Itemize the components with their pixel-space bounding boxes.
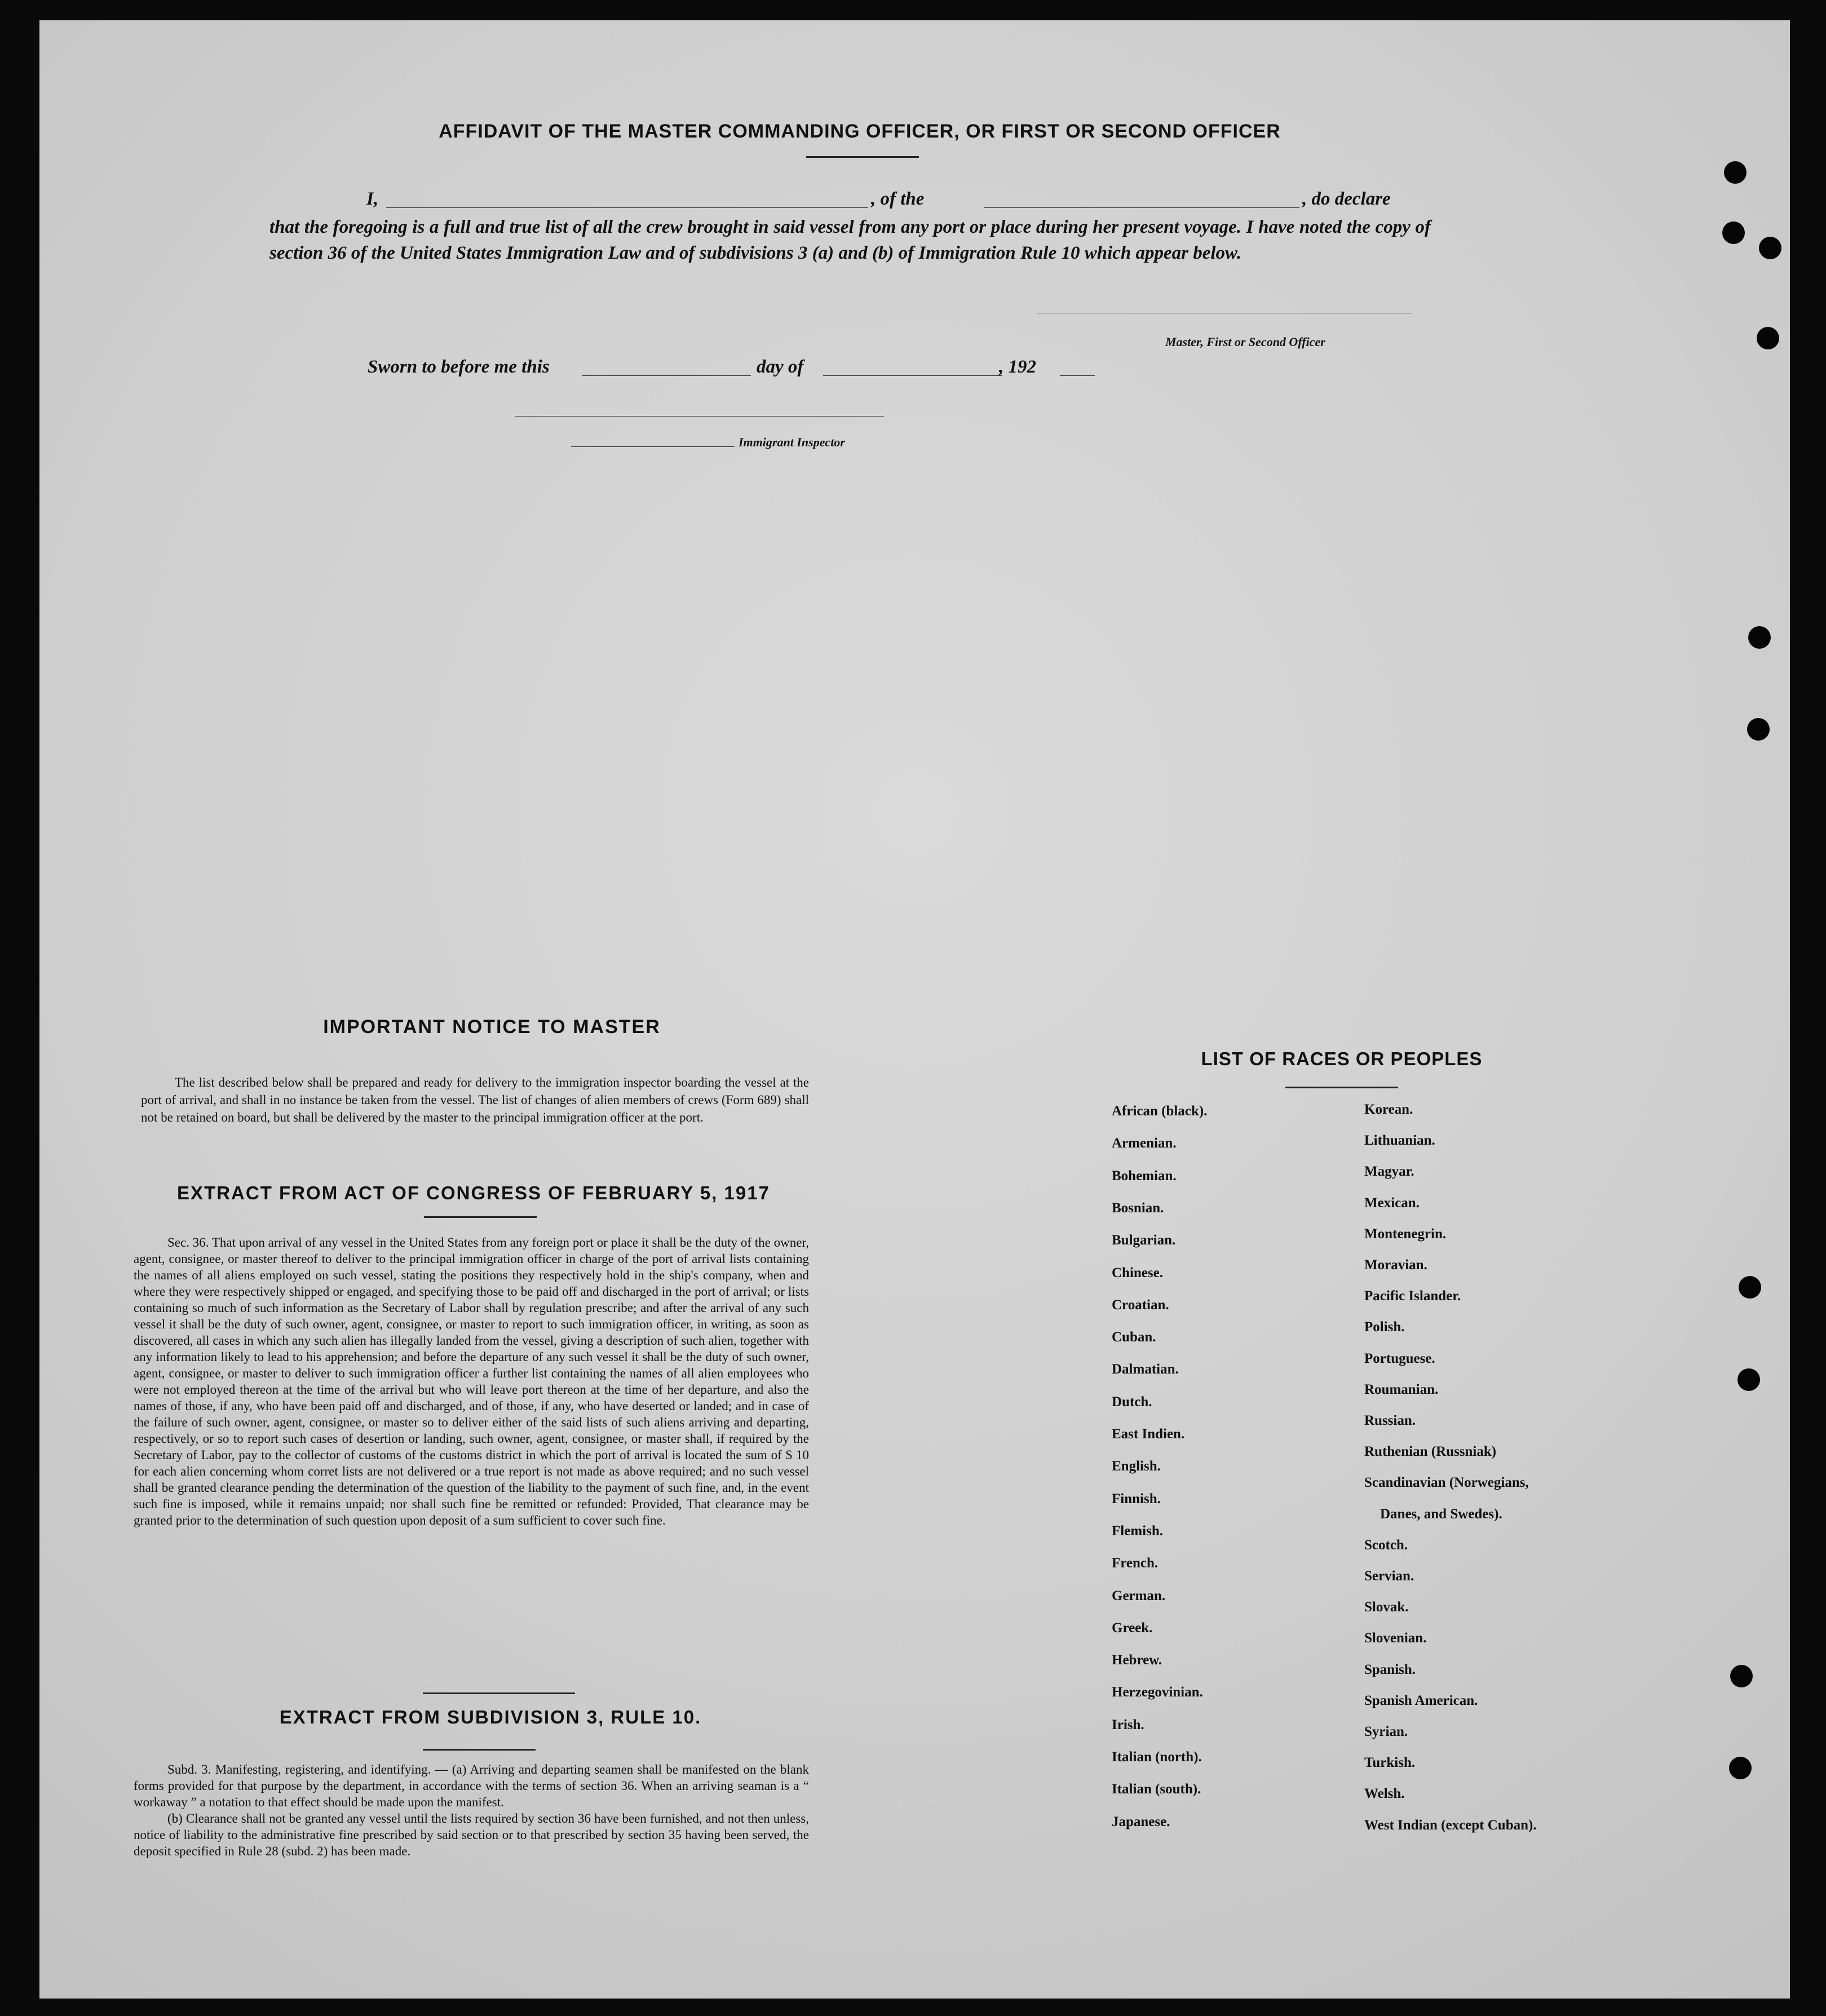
race-item: Bulgarian. [1112,1233,1176,1248]
inspector-label: Immigrant Inspector [739,435,845,449]
inspector-signature-line[interactable] [515,416,884,417]
act-extract-title: EXTRACT FROM ACT OF CONGRESS OF FEBRUARY 5, 1917 [177,1182,770,1203]
declarant-name-blank[interactable] [386,207,868,208]
race-item: Russian. [1364,1413,1416,1428]
race-item: Polish. [1364,1319,1405,1335]
race-item: Croatian. [1112,1297,1169,1313]
race-item: French. [1112,1556,1159,1571]
race-item: Syrian. [1364,1724,1408,1739]
race-item: Herzegovinian. [1112,1685,1203,1700]
race-item: Scandinavian (Norwegians, [1364,1475,1529,1491]
sworn-label: Sworn to before me this [368,357,550,377]
races-title-underline [1285,1087,1398,1088]
do-declare-label: , do declare [1302,189,1391,209]
of-the-label: , of the [871,189,925,209]
punch-hole [1748,626,1771,649]
notice-title: IMPORTANT NOTICE TO MASTER [323,1016,661,1038]
section-36-paragraph: Sec. 36. That upon arrival of any vessel in the United States from any foreign port or place it shall be the duty of the owner, agent, consignee, or master thereof to deliver to the principal immigration officer in charge of the port of arrival lists containing the names of all aliens employed on such vessel, stating the positions they respectively hold in the ship's company, when and where they were respectively shipped or engaged, and specifying those to be paid off and discharged in the port of arrival; or lists containing so much of such information as the Secretary of Labor shall by regulation prescribe; and after the arrival of any such vessel it shall be the duty of such owner, agent, consignee, or master to report to such immigration officer, in writing, as soon as discovered, all cases in which any such alien has illegally landed from the vessel, giving a description of such alien, together with any information likely to lead to his apprehension; and before the departure of any such vessel it shall be the duty of such owner, agent, consignee, or master to deliver to such immigration officer a further list containing the names of all alien employees who were not employed thereon at the time of the arrival but who will leave port thereon at the time of her departure, and also the names of those, if any, who have been paid off and discharged, and of those, if any, who have deserted or landed; and in case of the failure of such owner, agent, consignee, or master so to deliver either of the said lists of such aliens arriving and departing, respectively, or so to report such cases of desertion or landing, such owner, agent, consignee, or master shall, if required by the Secretary of Labor, pay to the collector of customs of the customs district in which the port of arrival is located the sum of $ 10 for each alien concerning whom corret lists are not delivered or a true report is not made as above required; and no such vessel shall be granted clearance pending the determination of the question of the liability to the payment of such fine, and, in the event such fine is imposed, while it remains unpaid; nor shall such fine be remitted or refunded: Provided, That clearance may be granted prior to the determination of such question upon deposit of a sum sufficient to cover such fine. [134,1235,809,1527]
race-item: Turkish. [1364,1755,1416,1771]
race-item: Spanish American. [1364,1692,1478,1708]
punch-hole [1730,1665,1753,1687]
sworn-month-blank[interactable] [823,375,1002,376]
race-item: Ruthenian (Russniak) [1364,1444,1497,1460]
race-item: Magyar. [1364,1164,1414,1180]
race-item: Welsh. [1364,1786,1405,1802]
race-item: Slovenian. [1364,1630,1427,1646]
race-item: East Indien. [1112,1426,1185,1442]
race-item: Irish. [1112,1717,1144,1733]
punch-hole [1724,161,1747,184]
race-item: Mexican. [1364,1195,1420,1211]
title-underline [806,156,919,158]
notice-text [141,1074,809,1126]
section-divider [423,1692,575,1694]
subdivision-a: Subd. 3. Manifesting, registering, and identifying. — (a) Arriving and departing seamen shall be manifested on the blank forms provided for that purpose by the department, in accordance with the terms of section 36. When an arriving seaman is a “ workaway ” a notation to that effect should be made upon the manifest. [134,1762,809,1809]
punch-hole [1759,237,1781,259]
punch-hole [1729,1757,1752,1779]
subdivision-b: (b) Clearance shall not be granted any vessel until the lists required by section 36 have been furnished, and not then unless, notice of liability to the administrative fine prescribed by said section or to that prescribed by section 35 having been served, the deposit specified in Rule 28 (subd. 2) has been made. [134,1811,809,1858]
vessel-name-blank[interactable] [984,207,1299,208]
declarant-i-label: I, [366,189,379,209]
race-item: Japanese. [1112,1814,1170,1829]
race-item: Portuguese. [1364,1350,1435,1366]
race-item: Slovak. [1364,1599,1409,1615]
inspector-name-line[interactable] [571,446,735,447]
race-item: Dutch. [1112,1394,1152,1410]
race-item: Italian (south). [1112,1782,1201,1797]
punch-hole [1722,221,1745,244]
race-item: Italian (north). [1112,1749,1202,1765]
race-item: Dalmatian. [1112,1362,1179,1377]
punch-hole [1737,1368,1760,1391]
rule-title-underline [423,1749,536,1751]
race-item: Korean. [1364,1102,1413,1117]
races-title: LIST OF RACES OR PEOPLES [1201,1048,1483,1069]
race-item: German. [1112,1588,1166,1603]
race-item: Chinese. [1112,1265,1163,1281]
day-of-label: day of [757,357,804,377]
race-item: African (black). [1112,1104,1208,1119]
sworn-day-blank[interactable] [582,375,751,376]
punch-hole [1747,718,1770,741]
race-item: Montenegrin. [1364,1226,1447,1242]
race-item: Cuban. [1112,1330,1156,1345]
race-item: Greek. [1112,1620,1153,1636]
race-item: Armenian. [1112,1136,1177,1151]
affidavit-title: AFFIDAVIT OF THE MASTER COMMANDING OFFICER, OR FIRST OR SECOND OFFICER [439,121,1281,142]
race-item: Finnish. [1112,1491,1161,1507]
race-item: Danes, and Swedes). [1380,1506,1502,1522]
race-item: Bosnian. [1112,1200,1164,1216]
rule-extract-title: EXTRACT FROM SUBDIVISION 3, RULE 10. [279,1707,702,1727]
race-item: Pacific Islander. [1364,1288,1461,1304]
race-item: Bohemian. [1112,1168,1177,1184]
form-sheet [39,20,1790,1999]
punch-hole [1757,327,1779,349]
sworn-year-blank[interactable] [1060,375,1095,376]
race-item: Hebrew. [1112,1652,1162,1668]
punch-hole [1739,1276,1761,1299]
race-item: Moravian. [1364,1257,1427,1273]
race-item: English. [1112,1459,1161,1474]
race-item: West Indian (except Cuban). [1364,1817,1537,1833]
notice-paragraph: The list described below shall be prepared and ready for delivery to the immigration inspector boarding the vessel at the port of arrival, and shall in no instance be taken from the vessel. The list of changes of alien members of crews (Form 689) shall not be retained on board, but shall be delivered by the master to the principal immigration officer at the port. [141,1075,809,1124]
race-item: Roumanian. [1364,1381,1439,1397]
section-36-text [134,1234,809,1528]
race-item: Servian. [1364,1569,1414,1584]
race-item: Flemish. [1112,1523,1163,1539]
affidavit-statement: that the foregoing is a full and true list of all the crew brought in said vessel from any port or place during her present voyage. I have noted the copy of section 36 of the United States Immigration Law and of subdivisions 3 (a) and (b) of Immigration Rule 10 which appear below. [269,217,1431,263]
race-item: Lithuanian. [1364,1133,1435,1149]
subdivision-3-text [134,1761,809,1859]
race-item: Scotch. [1364,1537,1408,1553]
master-signature-label: Master, First or Second Officer [1165,335,1325,349]
act-title-underline [424,1216,537,1218]
race-item: Spanish. [1364,1661,1416,1677]
year-label: , 192 [999,357,1036,377]
